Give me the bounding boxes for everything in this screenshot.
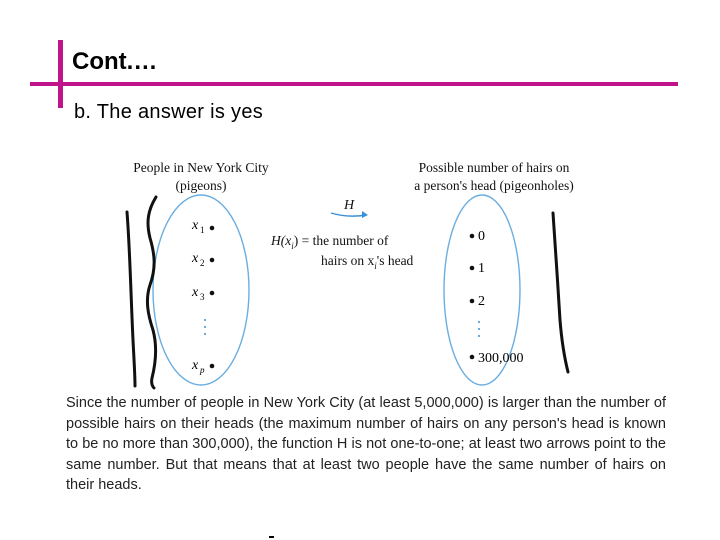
- domain-set-ellipse: [153, 195, 249, 385]
- codomain-element-0: [470, 229, 485, 244]
- codomain-label-line1: Possible number of hairs on: [418, 160, 570, 175]
- svg-text:x: x: [192, 251, 199, 266]
- hand-drawn-stroke-left: [127, 212, 135, 386]
- stray-mark: [269, 536, 274, 538]
- svg-text:2: 2: [478, 294, 485, 309]
- domain-vertical-ellipsis: [204, 319, 206, 335]
- arrow-label: H: [344, 198, 355, 213]
- codomain-element-300000: [470, 351, 524, 366]
- domain-label-line1: People in New York City: [133, 160, 269, 175]
- function-definition-line2: hairs on $x_i's$ head: [321, 253, 414, 271]
- svg-text:1: 1: [478, 261, 485, 276]
- explanation-paragraph: Since the number of people in New York City (at least 5,000,000) is larger than the number of possible hairs on their heads (the maximum number of hairs on any person's head is known to be no more than 300,000), the function H is not one-to-one; at least two arrows point to the same number. But that means that at least two people have the same number of hairs on their heads.: [66, 395, 666, 494]
- domain-label-line2: (pigeons): [175, 178, 227, 193]
- svg-text:3: 3: [200, 292, 205, 302]
- hand-drawn-stroke-wavy: [147, 197, 156, 388]
- function-arrow-h: [331, 198, 368, 218]
- codomain-element-1: [470, 261, 485, 276]
- svg-text:x: x: [192, 285, 199, 300]
- svg-text:1: 1: [200, 225, 205, 235]
- svg-text:0: 0: [478, 229, 485, 244]
- hand-drawn-stroke-right: [553, 213, 568, 372]
- svg-text:2: 2: [200, 258, 205, 268]
- domain-element-xp: [191, 358, 214, 375]
- codomain-label-line2: a person's head (pigeonholes): [414, 178, 574, 193]
- codomain-vertical-ellipsis: [478, 321, 480, 337]
- domain-element-x2: [191, 251, 214, 268]
- svg-text:p: p: [200, 365, 205, 375]
- domain-element-x1: [191, 218, 214, 235]
- domain-element-x3: [191, 285, 214, 302]
- codomain-element-2: [470, 294, 485, 309]
- svg-text:x: x: [192, 358, 199, 373]
- slide-title: Cont.…: [72, 48, 158, 75]
- svg-text:300,000: 300,000: [478, 351, 524, 366]
- svg-text:x: x: [192, 218, 199, 233]
- slide-subtitle: b. The answer is yes: [74, 101, 264, 123]
- function-definition-line1: $H(x_i)$ = the number of: [271, 233, 389, 251]
